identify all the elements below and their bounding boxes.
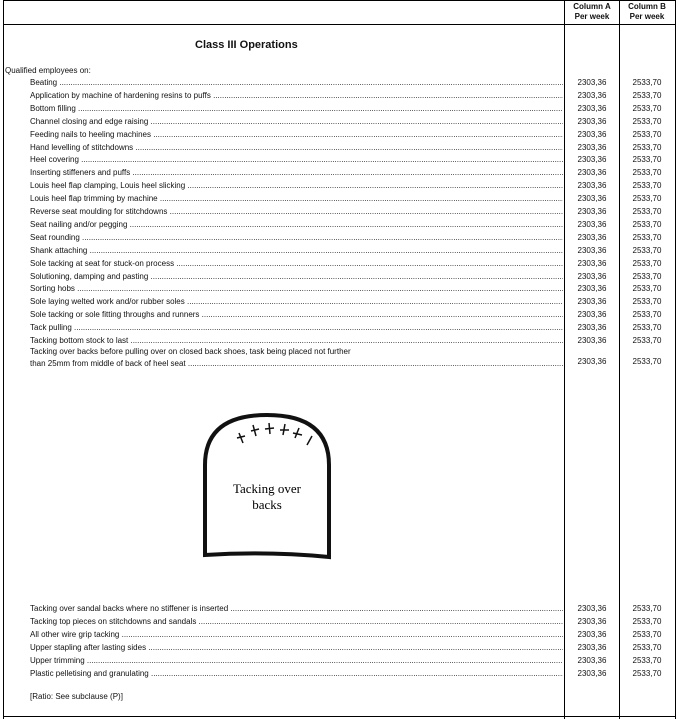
- row-label: Sole laying welted work and/or rubber soles .....: [30, 296, 563, 308]
- row-value-b: 2533,70: [632, 219, 662, 229]
- table-row: [0, 322, 679, 334]
- row-value-b: 2533,70: [632, 207, 662, 216]
- table-row: [0, 77, 679, 89]
- row-label-line1: Tacking over backs before pulling over on closed back shoes, task being placed not further: [30, 347, 351, 356]
- row-label: Application by machine of hardening resins to puffs .....: [30, 90, 563, 102]
- row-value-b: 2533,70: [632, 357, 662, 366]
- row-label: Tacking bottom stock to last .....: [30, 335, 563, 347]
- row-value-b: 2533,70: [632, 310, 662, 320]
- table-row: [0, 603, 679, 615]
- table-row-long: [0, 346, 679, 370]
- table-row: [0, 90, 679, 102]
- row-value-a: 2303,36: [577, 219, 607, 229]
- bottom-border: [3, 716, 676, 717]
- ratio-note: [Ratio: See subclause (P)]: [30, 692, 123, 701]
- row-value-b: 2533,70: [632, 116, 662, 126]
- table-row: [0, 103, 679, 115]
- table-row: [0, 193, 679, 205]
- table-row: [0, 296, 679, 308]
- row-value-a: 2303,36: [577, 258, 607, 268]
- row-value-b: 2533,70: [632, 181, 662, 191]
- row-value-b: 2533,70: [632, 629, 662, 639]
- row-label: Inserting stiffeners and puffs .....: [30, 167, 563, 179]
- table-row: [0, 154, 679, 166]
- table-row: [0, 142, 679, 154]
- row-value-b: 2533,70: [632, 616, 662, 626]
- top-border: [3, 0, 676, 1]
- row-value-b: 2533,70: [632, 103, 662, 113]
- row-value-a: 2303,36: [577, 604, 607, 613]
- row-label: Upper trimming .....: [30, 655, 563, 667]
- row-value-a: 2303,36: [577, 155, 607, 165]
- row-label: Hand levelling of stitchdowns .....: [30, 142, 563, 154]
- table-row: [0, 167, 679, 179]
- row-value-b: 2533,70: [632, 168, 662, 178]
- row-label: Feeding nails to heeling machines .....: [30, 129, 563, 141]
- table-row: [0, 271, 679, 283]
- row-value-a: 2303,36: [577, 310, 607, 320]
- diagram-label-line1: Tacking over: [232, 481, 302, 496]
- table-row: [0, 642, 679, 654]
- row-value-b: 2533,70: [632, 604, 662, 613]
- row-label: Heel covering .....: [30, 154, 563, 166]
- tacking-over-backs-diagram: [195, 405, 365, 565]
- row-value-b: 2533,70: [632, 655, 662, 665]
- row-label: Tack pulling .....: [30, 322, 563, 334]
- row-value-a: 2303,36: [577, 284, 607, 294]
- column-b-header: [620, 2, 674, 22]
- tack-marks: [237, 423, 312, 445]
- row-label: Seat rounding .....: [30, 232, 563, 244]
- row-value-b: 2533,70: [632, 155, 662, 165]
- row-value-b: 2533,70: [632, 668, 662, 678]
- table-row: [0, 629, 679, 641]
- row-value-b: 2533,70: [632, 323, 662, 333]
- row-label: Shank attaching .....: [30, 245, 563, 257]
- row-value-b: 2533,70: [632, 642, 662, 652]
- row-label: Tacking over sandal backs where no stiffener is inserted .....: [30, 603, 563, 615]
- row-label: Sole tacking or sole fitting throughs and runners .....: [30, 309, 563, 321]
- row-value-a: 2303,36: [577, 616, 607, 626]
- row-value-b: 2533,70: [632, 90, 662, 100]
- row-value-a: 2303,36: [577, 245, 607, 255]
- column-a-subtitle: Per week: [574, 12, 610, 21]
- intro-text: Qualified employees on:: [5, 66, 91, 75]
- row-value-a: 2303,36: [577, 232, 607, 242]
- section-title: Class III Operations: [195, 39, 298, 51]
- row-value-a: 2303,36: [577, 655, 607, 665]
- row-value-a: 2303,36: [577, 207, 607, 216]
- row-label: Plastic pelletising and granulating .....: [30, 668, 563, 680]
- row-label: Tacking top pieces on stitchdowns and sandals .....: [30, 616, 563, 628]
- row-label-line2: than 25mm from middle of back of heel seat .....: [30, 358, 563, 370]
- row-label: Seat nailing and/or pegging .....: [30, 219, 563, 231]
- diagram-label-line2: backs: [252, 497, 282, 512]
- row-value-b: 2533,70: [632, 245, 662, 255]
- table-row: [0, 668, 679, 680]
- row-value-b: 2533,70: [632, 336, 662, 345]
- row-label: All other wire grip tacking .....: [30, 629, 563, 641]
- column-a-header: [565, 2, 619, 22]
- table-row: [0, 180, 679, 192]
- row-label: Beating .....: [30, 77, 563, 89]
- table-row: [0, 309, 679, 321]
- row-label: Solutioning, damping and pasting .....: [30, 271, 563, 283]
- table-row: [0, 258, 679, 270]
- column-b-title: Column B: [628, 2, 666, 11]
- row-value-b: 2533,70: [632, 271, 662, 281]
- table-row: [0, 616, 679, 628]
- row-value-a: 2303,36: [577, 668, 607, 678]
- row-label: Bottom filling .....: [30, 103, 563, 115]
- table-row: [0, 116, 679, 128]
- row-value-b: 2533,70: [632, 297, 662, 307]
- table-row: [0, 283, 679, 295]
- row-value-a: 2303,36: [577, 78, 607, 87]
- row-value-a: 2303,36: [577, 129, 607, 139]
- row-value-b: 2533,70: [632, 258, 662, 268]
- table-row: [0, 655, 679, 667]
- row-label: Louis heel flap trimming by machine .....: [30, 193, 563, 205]
- table-row: [0, 232, 679, 244]
- row-value-a: 2303,36: [577, 142, 607, 152]
- row-value-a: 2303,36: [577, 642, 607, 652]
- row-value-a: 2303,36: [577, 116, 607, 126]
- row-value-b: 2533,70: [632, 142, 662, 152]
- row-value-a: 2303,36: [577, 357, 607, 366]
- row-value-a: 2303,36: [577, 323, 607, 333]
- row-value-b: 2533,70: [632, 232, 662, 242]
- row-value-a: 2303,36: [577, 168, 607, 178]
- row-label: Upper stapling after lasting sides .....: [30, 642, 563, 654]
- column-b-subtitle: Per week: [629, 12, 665, 21]
- column-a-title: Column A: [573, 2, 611, 11]
- row-label: Louis heel flap clamping, Louis heel slicking .....: [30, 180, 563, 192]
- row-value-b: 2533,70: [632, 78, 662, 87]
- header-divider: [3, 24, 676, 25]
- row-label: Sorting hobs .....: [30, 283, 563, 295]
- row-value-a: 2303,36: [577, 629, 607, 639]
- row-value-a: 2303,36: [577, 103, 607, 113]
- row-value-a: 2303,36: [577, 297, 607, 307]
- table-row: [0, 206, 679, 218]
- row-value-a: 2303,36: [577, 194, 607, 204]
- row-value-b: 2533,70: [632, 284, 662, 294]
- table-row: [0, 245, 679, 257]
- row-value-a: 2303,36: [577, 271, 607, 281]
- row-value-b: 2533,70: [632, 194, 662, 204]
- table-row: [0, 219, 679, 231]
- row-value-b: 2533,70: [632, 129, 662, 139]
- row-label: Channel closing and edge raising .....: [30, 116, 563, 128]
- row-value-a: 2303,36: [577, 181, 607, 191]
- row-label: Reverse seat moulding for stitchdowns .....: [30, 206, 563, 218]
- row-label: Sole tacking at seat for stuck-on process .....: [30, 258, 563, 270]
- row-value-a: 2303,36: [577, 336, 607, 345]
- row-value-a: 2303,36: [577, 90, 607, 100]
- table-row: [0, 129, 679, 141]
